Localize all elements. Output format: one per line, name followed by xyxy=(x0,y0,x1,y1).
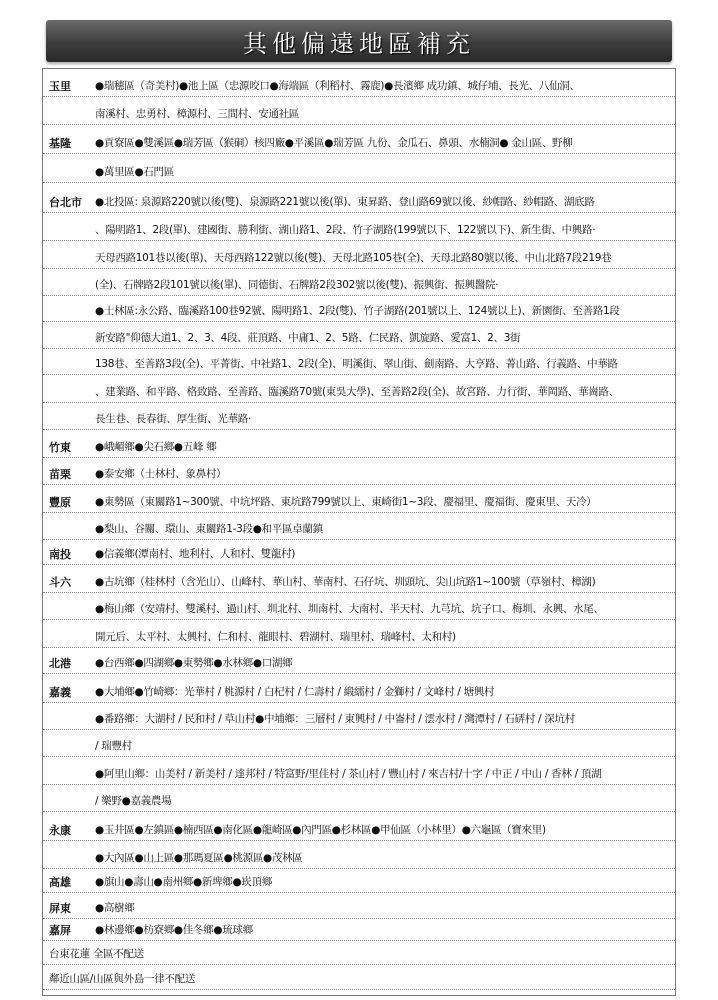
area-list: / 樂野●嘉義農場 xyxy=(95,795,172,807)
area-list: 開元后、太平村、太興村、仁和村、龍眼村、碧湖村、瑞里村、瑞峰村、太和村) xyxy=(95,631,456,643)
table-row xyxy=(43,966,675,990)
no-delivery-note: 台東花蓮 全區不配送 xyxy=(49,948,144,960)
region-label: 玉里 xyxy=(49,80,71,93)
region-label: 嘉屏 xyxy=(49,924,71,937)
area-list: ●旗山●壽山●南州鄉●新埤鄉●崁頂鄉 xyxy=(95,876,272,888)
area-list: ●北投區: 泉源路220號以後(雙)、泉源路221號以後(單)、東昇路、登山路69號以後、紗帽路、紗帽路、湖底路 xyxy=(95,196,595,208)
area-list: ●萬里區●石門區 xyxy=(95,166,174,178)
area-list: ●梅山鄉（安靖村、雙溪村、過山村、圳北村、圳南村、大南村、半天村、九芎坑、坑子口、梅圳、永興、水尾、 xyxy=(95,603,604,615)
table-row xyxy=(43,569,675,593)
area-list: ●峨嵋鄉●尖石鄉●五峰 鄉 xyxy=(95,441,217,453)
region-label: 永康 xyxy=(49,824,71,837)
region-label: 豐原 xyxy=(49,496,71,509)
region-label: 竹東 xyxy=(49,441,71,454)
table-row xyxy=(43,461,675,485)
table-row xyxy=(43,434,675,458)
region-label: 南投 xyxy=(49,548,71,561)
region-label: 嘉義 xyxy=(49,686,71,699)
table-row xyxy=(43,516,675,540)
table-row xyxy=(43,941,675,965)
table-row xyxy=(43,917,675,941)
table-row xyxy=(43,272,675,296)
table-row xyxy=(43,325,675,349)
area-list: ●信義鄉(潭南村、地利村、人和村、雙龍村) xyxy=(95,548,296,560)
area-list: ●玉井區●左鎮區●楠西區●南化區●龍崎區●內門區●杉林區●甲仙區（小林里）●六龜區（寶來里) xyxy=(95,824,546,836)
table-row xyxy=(43,706,675,730)
area-list: ●大內區●山上區●那瑪夏區●桃源區●茂林區 xyxy=(95,852,303,864)
region-label: 高雄 xyxy=(49,876,71,889)
area-list: ●大埔鄉●竹崎鄉：光華村 / 桃源村 / 白杞村 / 仁壽村 / 緞繻村 / 金獅村 / 文峰村 / 塘興村 xyxy=(95,686,495,698)
area-list: ●東勢區（東關路1~300號、中坑坪路、東坑路799號以上、東崎街1~3段、慶福里、慶福街、慶東里、天冷） xyxy=(95,496,597,508)
area-list: ●古坑鄉（桂林村（含光山）、山峰村、華山村、華南村、石仔坑、圳頭坑、尖山坑路1~100號（草嶺村、樟湖) xyxy=(95,576,596,588)
table-row xyxy=(43,541,675,565)
table-row xyxy=(43,845,675,869)
table-row xyxy=(43,869,675,893)
table-row xyxy=(43,245,675,269)
table-row xyxy=(43,817,675,841)
no-delivery-note: 鄰近山區/山區與外島一律不配送 xyxy=(49,973,196,985)
table-row xyxy=(43,624,675,648)
region-label: 基隆 xyxy=(49,137,71,150)
table-row xyxy=(43,761,675,785)
region-label: 屏東 xyxy=(49,902,71,915)
area-list: (全)、石牌路2段101號以後(單)、同德街、石牌路2段302號以後(雙)、振興街、振興醫院· xyxy=(95,279,499,291)
table-row xyxy=(43,679,675,703)
region-label: 苗栗 xyxy=(49,468,71,481)
table-row xyxy=(43,379,675,403)
area-list: ●貢寮區●雙溪區●瑞芳區（猴硐）核四廠●平溪區●瑞芳區 九份、金瓜石、鼻頭、水楠洞● 金山區、野柳 xyxy=(95,137,573,149)
area-list: 長生巷、長春街、厚生街、光華路· xyxy=(95,413,252,425)
region-label: 斗六 xyxy=(49,576,71,589)
table-row xyxy=(43,298,675,322)
table-row xyxy=(43,596,675,620)
table-row xyxy=(43,406,675,430)
area-list: ●高樹鄉 xyxy=(95,902,135,914)
table-row xyxy=(43,101,675,125)
area-list: ●林邊鄉●枋寮鄉●佳冬鄉●琉球鄉 xyxy=(95,924,253,936)
area-list: / 瑞豐村 xyxy=(95,740,132,752)
table-row xyxy=(43,159,675,183)
title-banner xyxy=(46,20,672,62)
area-list: 南溪村、忠勇村、樟源村、三間村、安通社區 xyxy=(95,108,299,120)
table-row xyxy=(43,733,675,757)
table-row xyxy=(43,73,675,97)
page-title: 其他偏遠地區補充 xyxy=(243,29,475,58)
table-row xyxy=(43,189,675,213)
table-row xyxy=(43,650,675,674)
area-list: ●瑞穗區（奇美村)●池上區（忠源咬口●海端區（利稻村、霧鹿)●長濱鄉 成功鎮、城仔埔、長光、八仙洞、 xyxy=(95,80,580,92)
area-list: 天母西路101巷以後(單)、天母西路122號以後(雙)、天母北路105巷(全)、天母北路80號以後、中山北路7段219巷 xyxy=(95,252,612,264)
table-row xyxy=(43,351,675,375)
area-list: ●番路鄉：大湖村 / 民和村 / 草山村●中埔鄉：三層村 / 東興村 / 中崙村 / 澐水村 / 灣潭村 / 石硦村 / 深坑村 xyxy=(95,713,575,725)
table-row xyxy=(43,489,675,513)
area-list: ●阿里山鄉：山美村 / 新美村 / 達邦村 / 特富野/里佳村 / 茶山村 / 豐山村 / 來吉村/十字 / 中正 / 中山 / 香林 / 頂湖 xyxy=(95,768,602,780)
region-table xyxy=(42,68,676,996)
area-list: 新安路"仰德大道1、2、3、4段、莊頂路、中庸1、2、5路、仁民路、凱旋路、愛富1、2、3街 xyxy=(95,332,521,344)
area-list: ●梨山、谷關、環山、東關路1-3段●和平區卓蘭鎮 xyxy=(95,523,323,535)
area-list: ●泰安鄉（士林村、象鼻村） xyxy=(95,468,227,480)
region-label: 台北市 xyxy=(49,196,82,209)
area-list: ●台西鄉●四湖鄉●東勢鄉●水林鄉●口湖鄉 xyxy=(95,657,293,669)
area-list: ●士林區:永公路、臨溪路100巷92號、陽明路1、2段(雙)、竹子湖路(201號以上、124號以上)、新園街、至善路1段 xyxy=(95,305,620,317)
area-list: 、建業路、和平路、格致路、至善路、臨溪路70號(東吳大學)、至善路2段(全)、故宮路、力行街、華岡路、華崗路、 xyxy=(95,386,619,398)
area-list: 、陽明路1、2段(單)、建國街、勝利街、湖山路1、2段、竹子湖路(199號以下、122號以下)、新生街、中興路· xyxy=(95,224,596,236)
table-row xyxy=(43,217,675,241)
table-row xyxy=(43,130,675,154)
table-row xyxy=(43,895,675,919)
area-list: 138巷、至善路3段(全)、平菁街、中社路1、2段(全)、明溪街、翠山街、劍南路、大亨路、菁山路、行義路、中華路 xyxy=(95,358,618,370)
table-row xyxy=(43,788,675,812)
region-label: 北港 xyxy=(49,657,71,670)
